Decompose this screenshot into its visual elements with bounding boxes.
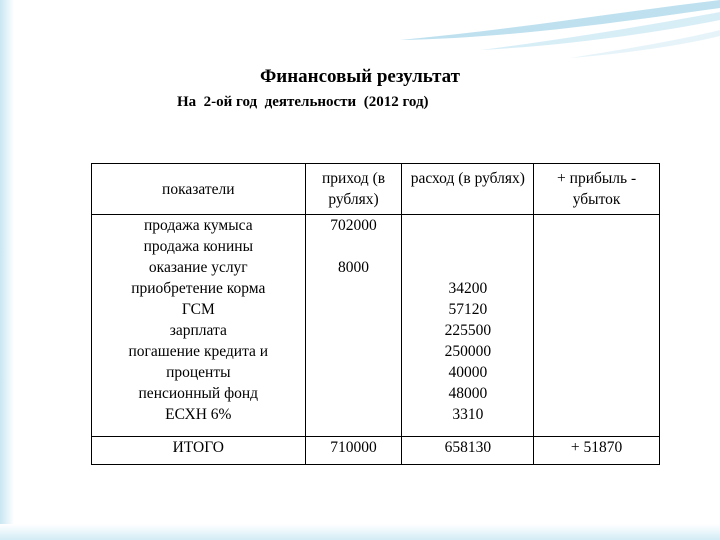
- header-expense-label: расход (в рублях): [410, 170, 525, 187]
- expense-value: 3310: [452, 406, 484, 423]
- item-label: ГСМ: [181, 301, 215, 318]
- income-value: [310, 236, 398, 257]
- expense-value: 48000: [448, 385, 488, 402]
- income-value: [310, 362, 398, 383]
- item-label: продажа конины: [143, 238, 253, 255]
- item-label: оказание услуг: [148, 259, 248, 276]
- header-indicators-label: показатели: [162, 180, 235, 198]
- expense-column: [402, 215, 534, 437]
- page-subtitle: На 2-ой год деятельности (2012 год): [177, 94, 429, 110]
- header-income: [305, 164, 402, 215]
- header-indicators: [92, 164, 306, 215]
- total-profit: + 51870: [534, 437, 660, 465]
- income-value: [310, 299, 398, 320]
- total-row: [92, 437, 660, 465]
- expense-value: 250000: [444, 343, 492, 360]
- header-profit-label: + прибыль - убыток: [557, 170, 637, 208]
- header-expense: [402, 164, 534, 215]
- bottom-frame-decoration: [0, 524, 720, 540]
- expense-value: 34200: [448, 280, 488, 297]
- income-value: [310, 383, 398, 404]
- expense-value: [406, 236, 529, 257]
- income-value: [310, 404, 398, 425]
- table-header-row: [92, 164, 660, 215]
- page-title: Финансовый результат: [259, 66, 461, 87]
- income-value: 702000: [330, 217, 377, 234]
- header-profit: [534, 164, 660, 215]
- profit-column: [534, 215, 660, 437]
- item-label: продажа кумыса: [143, 217, 253, 234]
- total-income: 710000: [305, 437, 402, 465]
- total-label: ИТОГО: [92, 437, 306, 465]
- expense-value: [406, 257, 529, 278]
- expense-value: 57120: [448, 301, 488, 318]
- expense-value: 40000: [448, 364, 488, 381]
- income-value: 8000: [338, 259, 370, 276]
- total-expense: 658130: [402, 437, 534, 465]
- item-label: приобретение корма: [131, 280, 266, 297]
- item-label: проценты: [166, 364, 231, 381]
- item-label: зарплата: [169, 322, 227, 339]
- financial-table: [91, 163, 660, 465]
- expense-value: 225500: [444, 322, 492, 339]
- items-column: [92, 215, 306, 437]
- income-value: [310, 278, 398, 299]
- item-label: ЕСХН 6%: [165, 406, 232, 423]
- income-column: [305, 215, 402, 437]
- income-value: [310, 320, 398, 341]
- item-label: пенсионный фонд: [138, 385, 259, 402]
- header-income-label: приход (в рублях): [322, 170, 386, 208]
- table-body-row: [92, 215, 660, 437]
- item-label: погашение кредита и: [128, 343, 269, 360]
- income-value: [310, 341, 398, 362]
- expense-value: [406, 215, 529, 236]
